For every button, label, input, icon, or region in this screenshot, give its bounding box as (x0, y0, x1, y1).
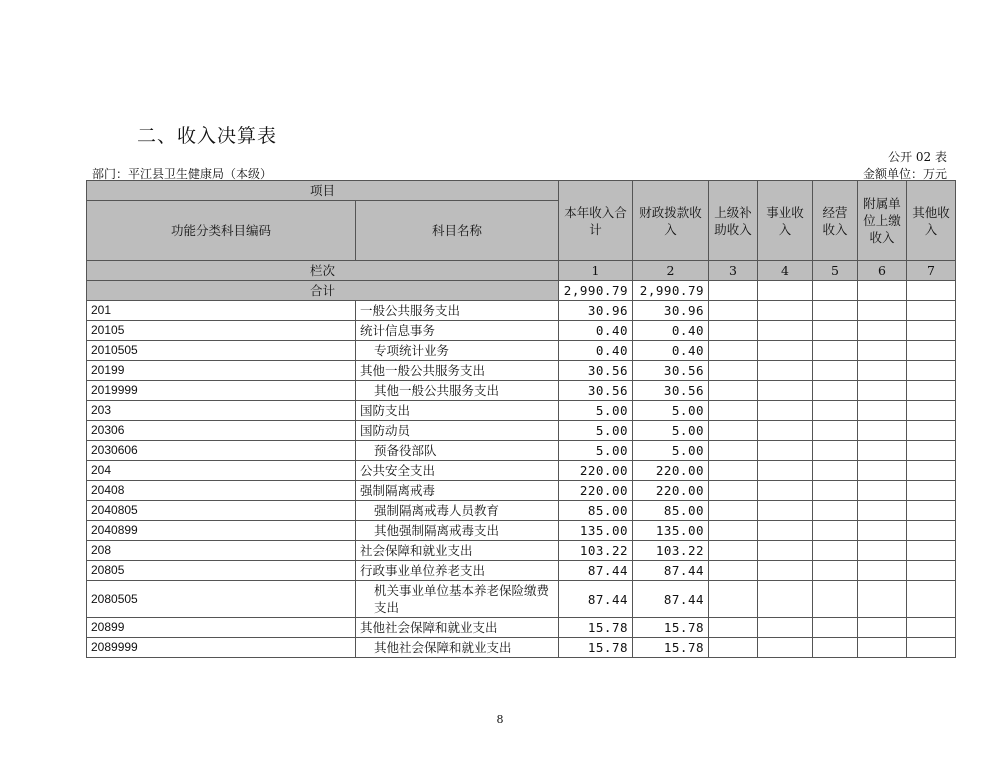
empty-cell (758, 561, 813, 581)
empty-cell (758, 421, 813, 441)
row-c1: 15.78 (559, 638, 633, 658)
empty-cell (758, 441, 813, 461)
empty-cell (813, 561, 858, 581)
empty-cell (709, 461, 758, 481)
row-code: 2040899 (87, 521, 356, 541)
empty-cell (758, 501, 813, 521)
table-row (87, 481, 956, 501)
header-project: 项目 (87, 181, 559, 201)
row-c2: 5.00 (633, 421, 709, 441)
empty-cell (758, 581, 813, 618)
page-number: 8 (496, 713, 504, 726)
empty-cell (709, 441, 758, 461)
empty-cell (813, 401, 858, 421)
total-label: 合计 (87, 281, 559, 301)
income-table (86, 180, 956, 658)
row-code: 208 (87, 541, 356, 561)
empty-cell (907, 421, 956, 441)
row-code: 201 (87, 301, 356, 321)
empty-cell (858, 541, 907, 561)
empty-cell (709, 541, 758, 561)
table-row (87, 421, 956, 441)
table-row (87, 461, 956, 481)
row-name: 国防动员 (356, 421, 559, 441)
row-c1: 0.40 (559, 321, 633, 341)
table-row (87, 301, 956, 321)
row-code: 2010505 (87, 341, 356, 361)
table-row (87, 381, 956, 401)
empty-cell (709, 381, 758, 401)
empty-cell (758, 401, 813, 421)
empty-cell (758, 541, 813, 561)
header-c6: 附属单位上缴收入 (858, 181, 907, 261)
empty-cell (858, 441, 907, 461)
total-c1: 2,990.79 (559, 281, 633, 301)
empty-cell (709, 561, 758, 581)
empty-cell (758, 381, 813, 401)
col-num: 6 (858, 261, 907, 281)
empty-cell (858, 381, 907, 401)
header-c3: 上级补助收入 (709, 181, 758, 261)
empty-cell (858, 501, 907, 521)
row-c1: 103.22 (559, 541, 633, 561)
empty-cell (709, 361, 758, 381)
row-c1: 135.00 (559, 521, 633, 541)
header-code: 功能分类科目编码 (87, 201, 356, 261)
row-c2: 30.56 (633, 381, 709, 401)
row-code: 2040805 (87, 501, 356, 521)
empty-cell (813, 638, 858, 658)
empty-cell (813, 341, 858, 361)
row-name: 国防支出 (356, 401, 559, 421)
empty-cell (907, 321, 956, 341)
table-row (87, 341, 956, 361)
table-row (87, 521, 956, 541)
row-name: 预备役部队 (356, 441, 559, 461)
row-c2: 15.78 (633, 618, 709, 638)
row-c2: 0.40 (633, 341, 709, 361)
row-c2: 87.44 (633, 561, 709, 581)
empty-cell (709, 501, 758, 521)
table-row (87, 321, 956, 341)
row-code: 204 (87, 461, 356, 481)
row-c2: 5.00 (633, 441, 709, 461)
total-c2: 2,990.79 (633, 281, 709, 301)
row-code: 203 (87, 401, 356, 421)
empty-cell (709, 481, 758, 501)
row-c1: 5.00 (559, 441, 633, 461)
empty-cell (709, 581, 758, 618)
department-label: 部门：平江县卫生健康局（本级） (92, 167, 273, 181)
empty-cell (813, 301, 858, 321)
empty-cell (907, 541, 956, 561)
empty-cell (907, 561, 956, 581)
table-row (87, 561, 956, 581)
col-num: 2 (633, 261, 709, 281)
empty-cell (813, 441, 858, 461)
row-name: 统计信息事务 (356, 321, 559, 341)
empty-cell (907, 501, 956, 521)
unit-label: 金额单位：万元 (862, 167, 947, 181)
row-c2: 87.44 (633, 581, 709, 618)
row-code: 20105 (87, 321, 356, 341)
row-c1: 15.78 (559, 618, 633, 638)
row-c1: 30.56 (559, 361, 633, 381)
empty-cell (709, 401, 758, 421)
row-name: 其他社会保障和就业支出 (356, 618, 559, 638)
empty-cell (758, 301, 813, 321)
row-c1: 87.44 (559, 581, 633, 618)
empty-cell (709, 638, 758, 658)
empty-cell (858, 401, 907, 421)
empty-cell (709, 321, 758, 341)
col-num: 5 (813, 261, 858, 281)
header-name: 科目名称 (356, 201, 559, 261)
empty-cell (907, 521, 956, 541)
row-code: 20306 (87, 421, 356, 441)
row-c1: 5.00 (559, 421, 633, 441)
row-c1: 87.44 (559, 561, 633, 581)
empty-cell (758, 341, 813, 361)
row-c1: 85.00 (559, 501, 633, 521)
empty-cell (907, 441, 956, 461)
row-c1: 30.56 (559, 381, 633, 401)
empty-cell (858, 481, 907, 501)
empty-cell (858, 321, 907, 341)
row-c2: 30.56 (633, 361, 709, 381)
empty-cell (907, 481, 956, 501)
row-name: 公共安全支出 (356, 461, 559, 481)
header-c2: 财政拨款收入 (633, 181, 709, 261)
empty-cell (858, 361, 907, 381)
row-name: 其他一般公共服务支出 (356, 381, 559, 401)
table-row (87, 361, 956, 381)
header-c5: 经营收入 (813, 181, 858, 261)
col-num: 3 (709, 261, 758, 281)
empty-cell (813, 421, 858, 441)
empty-cell (907, 638, 956, 658)
empty-cell (858, 581, 907, 618)
empty-cell (907, 301, 956, 321)
row-c2: 220.00 (633, 481, 709, 501)
empty-cell (858, 561, 907, 581)
empty-cell (758, 521, 813, 541)
table-body (87, 301, 956, 658)
row-c2: 30.96 (633, 301, 709, 321)
row-c1: 30.96 (559, 301, 633, 321)
empty-cell (813, 481, 858, 501)
empty-cell (907, 581, 956, 618)
empty-cell (709, 301, 758, 321)
row-name: 社会保障和就业支出 (356, 541, 559, 561)
empty-cell (709, 521, 758, 541)
empty-cell (907, 341, 956, 361)
empty-cell (813, 581, 858, 618)
row-name: 其他强制隔离戒毒支出 (356, 521, 559, 541)
row-code: 20805 (87, 561, 356, 581)
empty-cell (858, 638, 907, 658)
empty-cell (858, 421, 907, 441)
row-name: 其他一般公共服务支出 (356, 361, 559, 381)
table-row (87, 581, 956, 618)
row-name: 机关事业单位基本养老保险缴费支出 (356, 581, 559, 618)
empty-cell (858, 301, 907, 321)
empty-cell (758, 638, 813, 658)
row-c2: 85.00 (633, 501, 709, 521)
empty-cell (709, 618, 758, 638)
page-title: 二、收入决算表 (137, 125, 278, 147)
row-code: 20899 (87, 618, 356, 638)
empty-cell (758, 618, 813, 638)
col-num: 1 (559, 261, 633, 281)
row-c1: 220.00 (559, 461, 633, 481)
row-name: 一般公共服务支出 (356, 301, 559, 321)
row-name: 其他社会保障和就业支出 (356, 638, 559, 658)
empty-cell (758, 361, 813, 381)
row-code: 2089999 (87, 638, 356, 658)
empty-cell (758, 481, 813, 501)
empty-cell (813, 361, 858, 381)
empty-cell (709, 421, 758, 441)
table-row (87, 401, 956, 421)
row-c2: 220.00 (633, 461, 709, 481)
table-row (87, 618, 956, 638)
row-c2: 103.22 (633, 541, 709, 561)
row-c2: 135.00 (633, 521, 709, 541)
empty-cell (858, 618, 907, 638)
empty-cell (813, 321, 858, 341)
empty-cell (813, 618, 858, 638)
row-c2: 15.78 (633, 638, 709, 658)
empty-cell (907, 618, 956, 638)
empty-cell (758, 321, 813, 341)
header-c4: 事业收入 (758, 181, 813, 261)
row-code: 2019999 (87, 381, 356, 401)
empty-cell (907, 361, 956, 381)
col-row-label: 栏次 (87, 261, 559, 281)
row-code: 2080505 (87, 581, 356, 618)
empty-cell (813, 381, 858, 401)
empty-cell (813, 461, 858, 481)
row-c1: 220.00 (559, 481, 633, 501)
row-name: 强制隔离戒毒 (356, 481, 559, 501)
empty-cell (758, 461, 813, 481)
header-c1: 本年收入合计 (559, 181, 633, 261)
row-c1: 0.40 (559, 341, 633, 361)
row-c2: 0.40 (633, 321, 709, 341)
col-num: 4 (758, 261, 813, 281)
empty-cell (907, 401, 956, 421)
row-code: 2030606 (87, 441, 356, 461)
row-c2: 5.00 (633, 401, 709, 421)
row-name: 强制隔离戒毒人员教育 (356, 501, 559, 521)
row-code: 20408 (87, 481, 356, 501)
table-row (87, 638, 956, 658)
empty-cell (813, 501, 858, 521)
empty-cell (858, 521, 907, 541)
empty-cell (709, 341, 758, 361)
empty-cell (858, 341, 907, 361)
row-name: 专项统计业务 (356, 341, 559, 361)
row-name: 行政事业单位养老支出 (356, 561, 559, 581)
empty-cell (858, 461, 907, 481)
empty-cell (907, 461, 956, 481)
empty-cell (813, 541, 858, 561)
row-c1: 5.00 (559, 401, 633, 421)
table-row (87, 541, 956, 561)
form-number: 公开 02 表 (888, 150, 947, 164)
col-num: 7 (907, 261, 956, 281)
table-row (87, 501, 956, 521)
row-code: 20199 (87, 361, 356, 381)
empty-cell (907, 381, 956, 401)
header-c7: 其他收入 (907, 181, 956, 261)
table-row (87, 441, 956, 461)
empty-cell (813, 521, 858, 541)
